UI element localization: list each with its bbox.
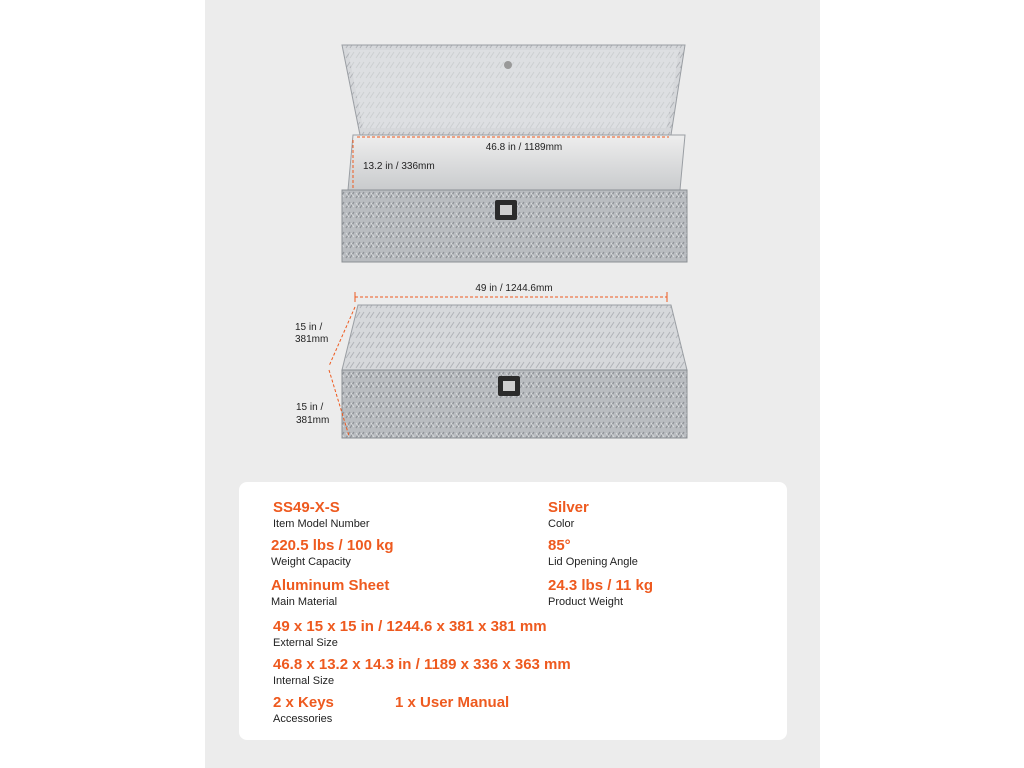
accessories-value-2: 1 x User Manual [395, 694, 510, 711]
spec-capacity [271, 537, 394, 569]
model-label: Item Model Number [273, 518, 370, 530]
spec-color [548, 499, 589, 531]
spec-angle [548, 537, 638, 569]
angle-label: Lid Opening Angle [548, 556, 638, 568]
external-label: External Size [273, 637, 338, 649]
open-depth-label: 13.2 in / 336mm [363, 161, 435, 172]
spec-external [273, 618, 547, 650]
closed-width-label: 49 in / 1244.6mm [475, 283, 553, 294]
weight-label: Product Weight [548, 596, 624, 608]
open-toolbox [342, 45, 687, 262]
material-value: Aluminum Sheet [271, 577, 390, 594]
spec-internal [273, 656, 571, 688]
material-label: Main Material [271, 596, 338, 608]
product-spec-panel [205, 0, 820, 768]
accessories-label: Accessories [273, 713, 333, 725]
spec-accessories-2 [395, 694, 509, 711]
closed-lid-top [342, 305, 687, 370]
weight-value: 24.3 lbs / 11 kg [548, 577, 654, 594]
color-value: Silver [548, 499, 589, 516]
model-value: SS49-X-S [273, 499, 340, 516]
capacity-label: Weight Capacity [271, 556, 351, 568]
spec-model [273, 499, 370, 531]
closed-height-label-1: 15 in / 381mm [295, 322, 329, 345]
angle-value: 85° [548, 537, 571, 554]
internal-value: 46.8 x 13.2 x 14.3 in / 1189 x 336 x 363 mm [273, 656, 571, 673]
toolbox-illustration [205, 0, 820, 470]
color-label: Color [548, 518, 575, 530]
internal-label: Internal Size [273, 675, 335, 687]
open-length-label: 46.8 in / 1189mm [485, 142, 563, 153]
spec-accessories [273, 694, 334, 726]
closed-height-label-2: 15 in / 381mm [296, 402, 330, 426]
closed-toolbox [295, 283, 687, 438]
capacity-value: 220.5 lbs / 100 kg [271, 537, 394, 554]
external-value: 49 x 15 x 15 in / 1244.6 x 381 x 381 mm [273, 618, 547, 635]
spec-card [239, 482, 787, 740]
product-images [205, 0, 820, 470]
spec-weight [548, 577, 653, 609]
accessories-value: 2 x Keys [273, 694, 334, 711]
spec-material [271, 577, 389, 609]
